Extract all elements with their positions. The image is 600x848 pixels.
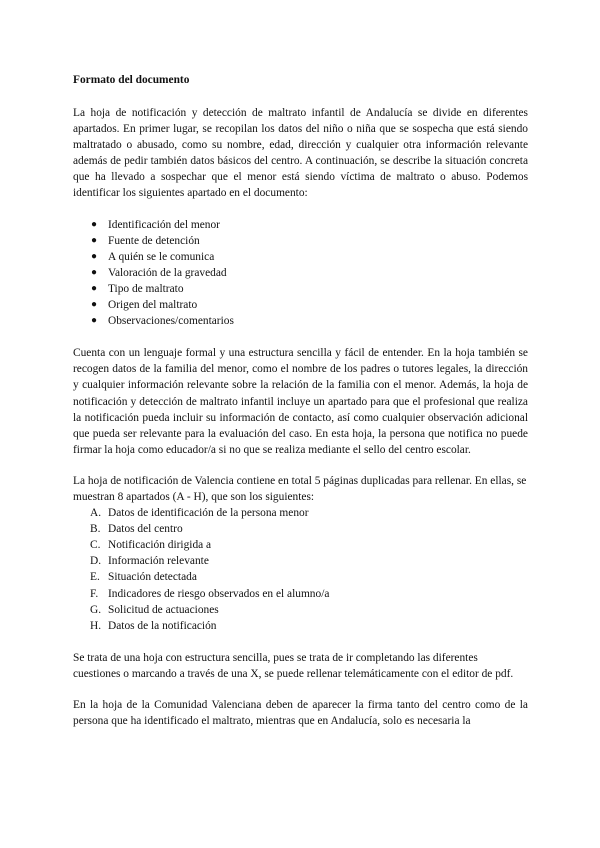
list-item: E. Situación detectada (90, 571, 197, 584)
list-item: ● Identificación del menor (108, 217, 528, 233)
list-item: ● Valoración de la gravedad (108, 265, 528, 281)
list-item: ● Observaciones/comentarios (108, 313, 528, 329)
paragraph-signature: En la hoja de la Comunidad Valenciana deben de aparecer la firma tanto del centro como de la persona que ha identificado el maltrato, mientras que en Andalucía, solo es necesaria la (73, 699, 528, 728)
bullet-icon: ● (91, 234, 98, 246)
paragraph-andalucia-intro: La hoja de notificación y detección de maltrato infantil de Andalucía se divide en diferentes apartados. En primer lugar, se recopilan los datos del niño o niña que se sospecha que está siendo maltratado o abusado, como su nombre, edad, dirección y cualquier otra información relevante además de pedir también datos básicos del centro. A continuación, se describe la situación concreta que ha llevado a sospechar que el menor está siendo víctima de maltrato o abuso. Podemos identificar los siguientes apartado en el documento: (73, 107, 528, 200)
list-item: ● Tipo de maltrato (108, 281, 528, 297)
andalucia-sections-list (73, 217, 528, 330)
bullet-icon: ● (91, 282, 98, 294)
valencia-sections-list (73, 505, 528, 634)
list-item: ● Origen del maltrato (108, 297, 528, 313)
bullet-icon: ● (91, 315, 98, 327)
list-item: A. Datos de identificación de la persona menor (90, 507, 309, 520)
list-item: F. Indicadores de riesgo observados en el alumno/a (90, 587, 330, 600)
paragraph-language-structure: Cuenta con un lenguaje formal y una estructura sencilla y fácil de entender. En la hoja también se recogen datos de la familia del menor, como el nombre de los padres o tutores legales, la dirección y cualquier información relevante sobre la relación de la familia con el menor. Además, la hoja de notificación y detección de maltrato infantil incluye un apartado para que el profesional que realiza la notificación pueda incluir su información de contacto, así como cualquier observación adicional que pueda ser relevante para la evaluación del caso. En esta hoja, la persona que notifica no puede firmar la hoja como educador/a si no que se realiza mediante el sello del centro escolar. (73, 347, 528, 456)
bullet-icon: ● (91, 299, 98, 311)
list-item: G. Solicitud de actuaciones (90, 603, 219, 616)
list-item: ● A quién se le comunica (108, 249, 528, 265)
list-item: H. Datos de la notificación (90, 619, 217, 632)
list-item: ● Fuente de detención (108, 233, 528, 249)
bullet-icon: ● (91, 218, 98, 230)
bullet-icon: ● (91, 266, 98, 278)
paragraph-valencia-intro: La hoja de notificación de Valencia contiene en total 5 páginas duplicadas para rellenar. En ellas, se muestran 8 apartados (A - H), que son los siguientes: (73, 474, 527, 503)
section-title: Formato del documento (73, 74, 190, 86)
list-item: C. Notificación dirigida a (90, 539, 212, 552)
list-item: D. Información relevante (90, 555, 209, 568)
list-item: B. Datos del centro (90, 523, 183, 536)
paragraph-simple-structure: Se trata de una hoja con estructura sencilla, pues se trata de ir completando las diferentes cuestiones o marcando a través de una X, se puede rellenar telemáticamente con el editor de pdf. (73, 651, 514, 680)
bullet-icon: ● (91, 250, 98, 262)
